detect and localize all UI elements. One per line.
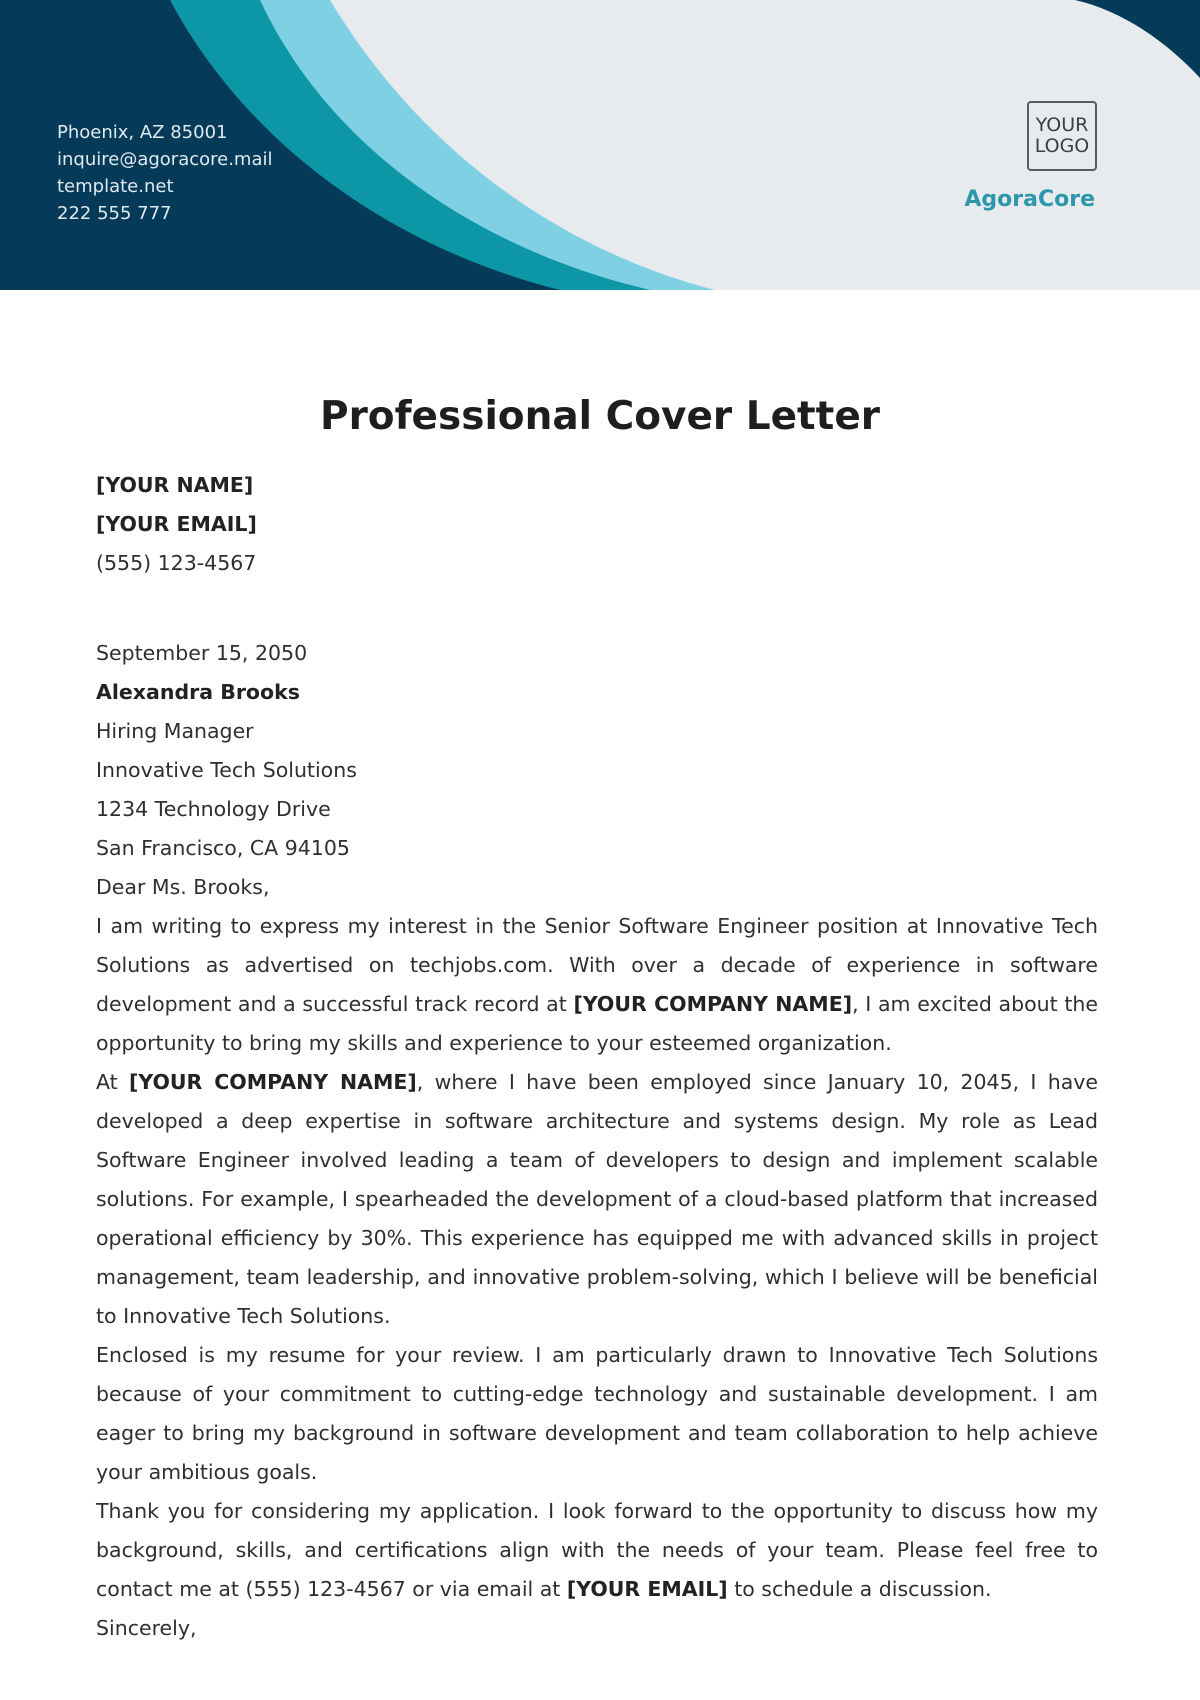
closing: Sincerely, [96,1616,197,1640]
paragraph-thanks [96,1492,1098,1609]
contact-block [57,119,273,227]
brand-name: AgoraCore [964,187,1095,212]
recipient-company: Innovative Tech Solutions [96,758,357,782]
sender-phone: (555) 123-4567 [96,551,257,575]
paragraph-text: , where I have been employed since January 10, 2045, I have developed a deep expertise in software architecture and systems design. My role as Lead Software Engineer involved leading a team of developers to design and implement scalable solutions. For example, I spearheaded the development of a cloud-based platform that increased operational efficiency by 30%. This experience has equipped me with advanced skills in project management, team leadership, and innovative problem-solving, which I believe will be beneficial to Innovative Tech Solutions. [96,1070,1099,1328]
company-placeholder: [YOUR COMPANY NAME] [573,992,853,1016]
sender-name: [YOUR NAME] [96,473,254,497]
sender-email: [YOUR EMAIL] [96,512,257,536]
paragraph-text: to schedule a discussion. [727,1577,992,1601]
paragraph-text: I am writing to express my interest in the Senior Software Engineer position at Innovative Tech Solutions as advertised on techjobs.com. With over a decade of experience in software development and a successful track record at [96,914,1098,1016]
salutation: Dear Ms. Brooks, [96,875,270,899]
recipient-name: Alexandra Brooks [96,680,300,704]
letterhead-header [0,0,1200,290]
paragraph-text: Thank you for considering my application. I look forward to the opportunity to discuss how my background, skills, and certifications align with the needs of your team. Please feel free to contact me at (555) 123-4567 or via email at [96,1499,1098,1601]
letter-body [96,466,1098,1648]
paragraph-experience [96,1063,1098,1336]
paragraph-text: , I am excited about the opportunity to bring my skills and experience to your esteemed organization. [96,992,1099,1055]
page-title: Professional Cover Letter [319,394,880,439]
logo-text-line1: YOUR [1035,114,1089,136]
paragraph-text: At [96,1070,129,1094]
recipient-street: 1234 Technology Drive [96,797,331,821]
contact-phone: 222 555 777 [57,203,172,224]
company-placeholder: [YOUR COMPANY NAME] [128,1070,417,1094]
contact-website: template.net [57,176,174,197]
contact-address: Phoenix, AZ 85001 [57,122,228,143]
spacer [96,583,1098,634]
logo-placeholder [1027,101,1097,171]
logo-text-line2: LOGO [1034,135,1090,157]
letter-date: September 15, 2050 [96,641,308,665]
paragraph-resume: Enclosed is my resume for your review. I am particularly drawn to Innovative Tech Solutions because of your commitment to cutting-edge technology and sustainable development. I am eager to bring my background in software development and team collaboration to help achieve your ambitious goals. [96,1343,1098,1484]
recipient-city: San Francisco, CA 94105 [96,836,350,860]
paragraph-intro [96,907,1098,1063]
contact-email: inquire@agoracore.mail [57,149,273,170]
email-placeholder: [YOUR EMAIL] [566,1577,728,1601]
recipient-role: Hiring Manager [96,719,254,743]
